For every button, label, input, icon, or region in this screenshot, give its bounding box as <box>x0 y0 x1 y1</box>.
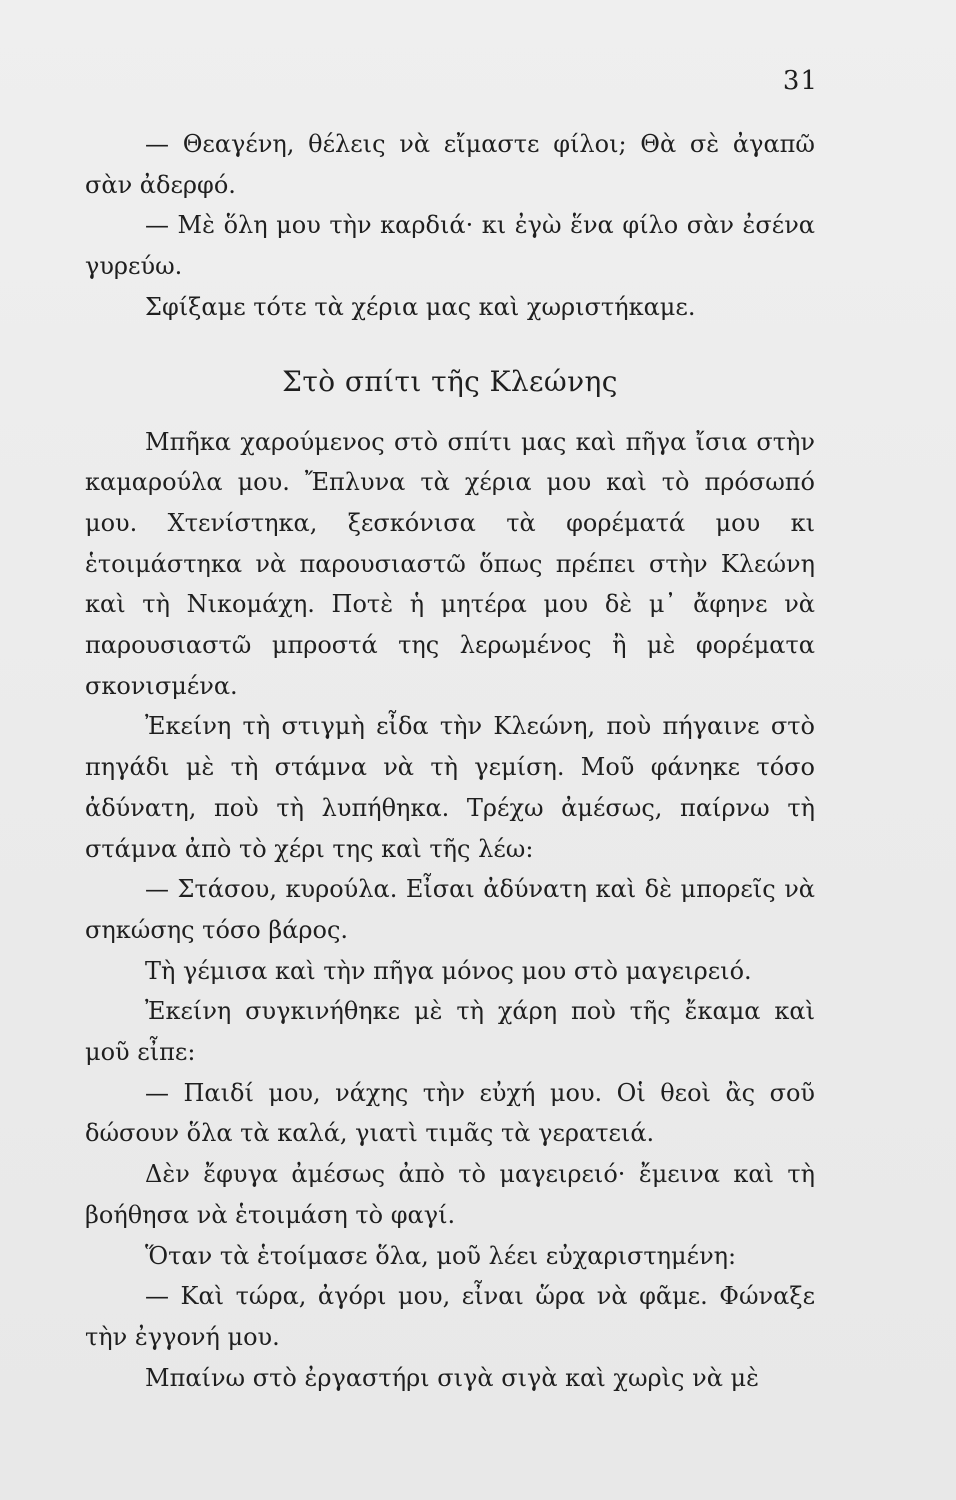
paragraph: Δὲν ἔφυγα ἀμέσως ἀπὸ τὸ μαγειρειό· ἔμεινα καὶ τὴ βοήθησα νὰ ἑτοιμάση τὸ φαγί. <box>85 1160 815 1229</box>
paragraph: Σφίξαμε τότε τὰ χέρια μας καὶ χωριστήκαμε. <box>145 292 696 321</box>
paragraph: Ὅταν τὰ ἑτοίμασε ὅλα, μοῦ λέει εὐχαριστημένη: <box>145 1241 737 1270</box>
dialogue-paragraph: — Καὶ τώρα, ἀγόρι μου, εἶναι ὥρα νὰ φᾶμε. Φώναξε τὴν ἐγγονή μου. <box>85 1282 815 1351</box>
page-text <box>85 124 815 1398</box>
dialogue-paragraph: — Παιδί μου, νάχης τὴν εὐχή μου. Οἱ θεοὶ ἂς σοῦ δώσουν ὅλα τὰ καλά, γιατὶ τιμᾶς τὰ γερατειά. <box>85 1078 815 1148</box>
page-number: 31 <box>782 66 818 96</box>
paragraph: Ἐκείνη συγκινήθηκε μὲ τὴ χάρη ποὺ τῆς ἔκαμα καὶ μοῦ εἶπε: <box>85 997 815 1067</box>
paragraph: Ἐκείνη τὴ στιγμὴ εἶδα τὴν Κλεώνη, ποὺ πήγαινε στὸ πηγάδι μὲ τὴ στάμνα νὰ τὴ γεμίση. Μοῦ φάνηκε τόσο ἀδύνατη, ποὺ τὴ λυπήθηκα. Τρέχω ἀμέσως, παίρνω τὴ στάμνα ἀπὸ τὸ χέρι της καὶ τῆς λέω: <box>85 712 815 863</box>
paragraph: Μπαίνω στὸ ἐργαστήρι σιγὰ σιγὰ καὶ χωρὶς νὰ μὲ <box>145 1363 760 1392</box>
paragraph: Μπῆκα χαρούμενος στὸ σπίτι μας καὶ πῆγα ἴσια στὴν καμαρούλα μου. Ἔπλυνα τὰ χέρια μου καὶ τὸ πρόσωπό μου. Χτενίστηκα, ξεσκόνισα τὰ φορέματά μου κι ἑτοιμάστηκα νὰ παρουσιαστῶ ὅπως πρέπει στὴν Κλεώνη καὶ τὴ Νικομάχη. Ποτὲ ἡ μητέρα μου δὲ μ᾿ ἄφηνε νὰ παρουσιαστῶ μπροστά της λερωμένος ἢ μὲ φορέματα σκονισμένα. <box>85 427 815 700</box>
section-heading: Στὸ σπίτι τῆς Κλεώνης <box>282 364 618 398</box>
dialogue-paragraph: — Στάσου, κυρούλα. Εἶσαι ἀδύνατη καὶ δὲ μπορεῖς νὰ σηκώσης τόσο βάρος. <box>85 875 815 944</box>
paragraph: Τὴ γέμισα καὶ τὴν πῆγα μόνος μου στὸ μαγειρειό. <box>145 956 752 985</box>
dialogue-paragraph: — Θεαγένη, θέλεις νὰ εἴμαστε φίλοι; Θὰ σὲ ἀγαπῶ σὰν ἀδερφό. <box>85 130 815 199</box>
dialogue-paragraph: — Μὲ ὅλη μου τὴν καρδιά· κι ἐγὼ ἕνα φίλο σὰν ἐσένα γυρεύω. <box>85 211 815 281</box>
